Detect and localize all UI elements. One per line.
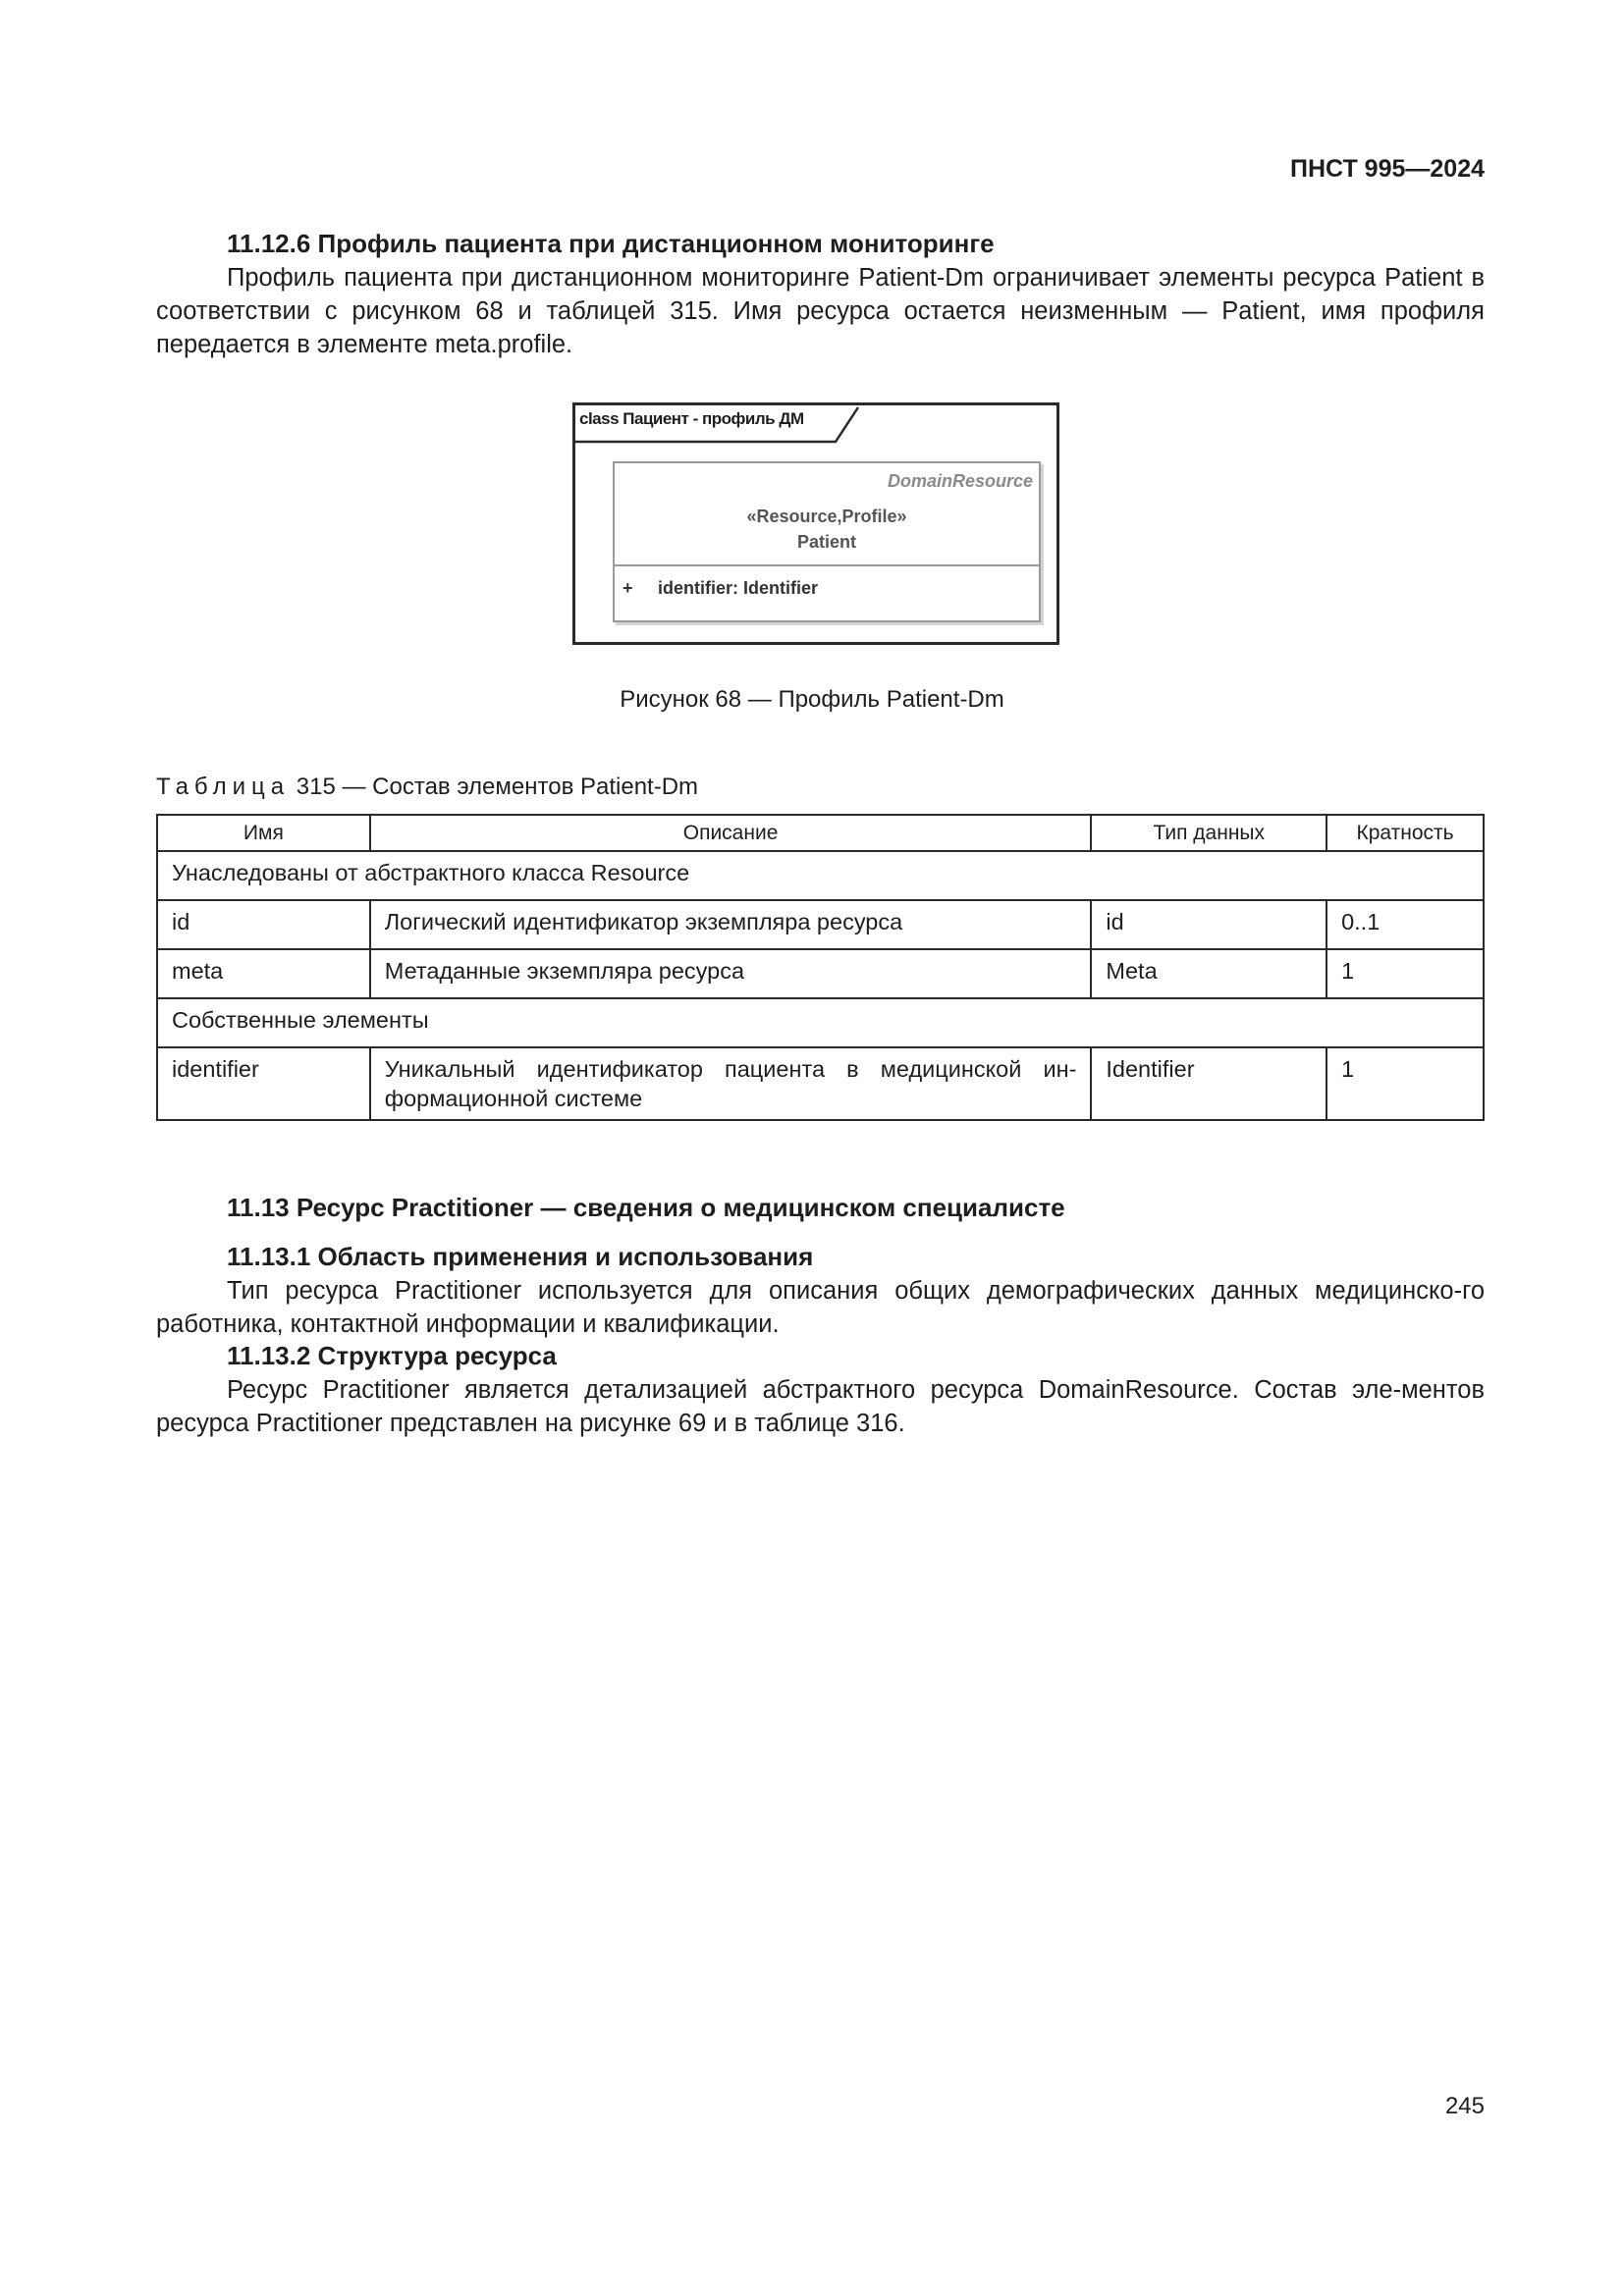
class-name: Patient bbox=[796, 532, 856, 552]
section-heading-11-12-6: 11.12.6 Профиль пациента при дистанционном мониторинге bbox=[227, 229, 995, 258]
table-group-row bbox=[157, 851, 1484, 900]
table-row bbox=[157, 949, 1484, 998]
section-11-12-6-paragraph bbox=[156, 261, 1485, 361]
cell-data-type: Identifier bbox=[1091, 1047, 1326, 1120]
table-row bbox=[157, 900, 1484, 949]
header-data-type: Тип данных bbox=[1091, 815, 1326, 851]
visibility-marker: + bbox=[623, 578, 633, 598]
cell-name: meta bbox=[157, 949, 370, 998]
cell-name: identifier bbox=[157, 1047, 370, 1120]
attribute-text: identifier: Identifier bbox=[658, 578, 819, 598]
header-description: Описание bbox=[370, 815, 1092, 851]
cell-description: Метаданные экземпляра ресурса bbox=[370, 949, 1092, 998]
page-number: 245 bbox=[1444, 2093, 1485, 2119]
table-title-text: 315 — Состав элементов Patient-Dm bbox=[296, 774, 699, 800]
description-line-1: Уникальный идентификатор пациента в медицинской ин- bbox=[384, 1056, 1077, 1082]
cell-data-type: id bbox=[1091, 900, 1326, 949]
cell-cardinality: 1 bbox=[1326, 949, 1484, 998]
header-name: Имя bbox=[157, 815, 370, 851]
cell-description bbox=[370, 1047, 1092, 1120]
paragraph-text: Профиль пациента при дистанционном мониторинге Patient-Dm ограничивает элементы ресурса Patient в соответствии с рисунком 68 и таблицей 315. Имя ресурса остается неизменным — Patient, имя профиля передается в элементе meta.profile. bbox=[156, 264, 1485, 358]
parent-class-label: DomainResource bbox=[887, 471, 1033, 491]
table-group-row bbox=[157, 998, 1484, 1047]
table-header-row bbox=[157, 815, 1484, 851]
document-code: ПНСТ 995—2024 bbox=[1290, 155, 1485, 183]
frame-label: class Пациент - профиль ДМ bbox=[579, 409, 804, 428]
class-attribute bbox=[623, 578, 818, 599]
description-line-2: формационной системе bbox=[384, 1086, 643, 1111]
class-divider bbox=[615, 564, 1039, 566]
uml-diagram-frame bbox=[572, 402, 1059, 645]
uml-class-box bbox=[613, 461, 1041, 622]
section-11-13-1-paragraph bbox=[156, 1274, 1485, 1341]
table-title bbox=[156, 774, 698, 801]
table-title-prefix: Таблица bbox=[156, 774, 291, 800]
paragraph-text: Ресурс Practitioner является детализацией абстрактного ресурса DomainResource. Состав эле-ментов ресурса Practitioner представлен на рисунке 69 и в таблице 316. bbox=[156, 1376, 1485, 1437]
table-row bbox=[157, 1047, 1484, 1120]
section-heading-11-13-2: 11.13.2 Структура ресурса bbox=[227, 1341, 557, 1370]
cell-cardinality: 1 bbox=[1326, 1047, 1484, 1120]
cell-cardinality: 0..1 bbox=[1326, 900, 1484, 949]
class-stereotype: «Resource,Profile» bbox=[746, 507, 907, 526]
elements-table bbox=[156, 814, 1485, 1121]
cell-description: Логический идентификатор экземпляра ресурса bbox=[370, 900, 1092, 949]
header-cardinality: Кратность bbox=[1326, 815, 1484, 851]
section-heading-11-13-1: 11.13.1 Область применения и использования bbox=[227, 1242, 814, 1271]
figure-caption: Рисунок 68 — Профиль Patient-Dm bbox=[620, 686, 1004, 713]
section-11-13-2-paragraph bbox=[156, 1373, 1485, 1440]
group-inherited: Унаследованы от абстрактного класса Resource bbox=[157, 851, 1484, 900]
cell-name: id bbox=[157, 900, 370, 949]
group-own: Собственные элементы bbox=[157, 998, 1484, 1047]
paragraph-text: Тип ресурса Practitioner используется для описания общих демографических данных медицинско-го работника, контактной информации и квалификации. bbox=[156, 1277, 1485, 1338]
section-heading-11-13: 11.13 Ресурс Practitioner — сведения о медицинском специалисте bbox=[227, 1193, 1065, 1222]
cell-data-type: Meta bbox=[1091, 949, 1326, 998]
